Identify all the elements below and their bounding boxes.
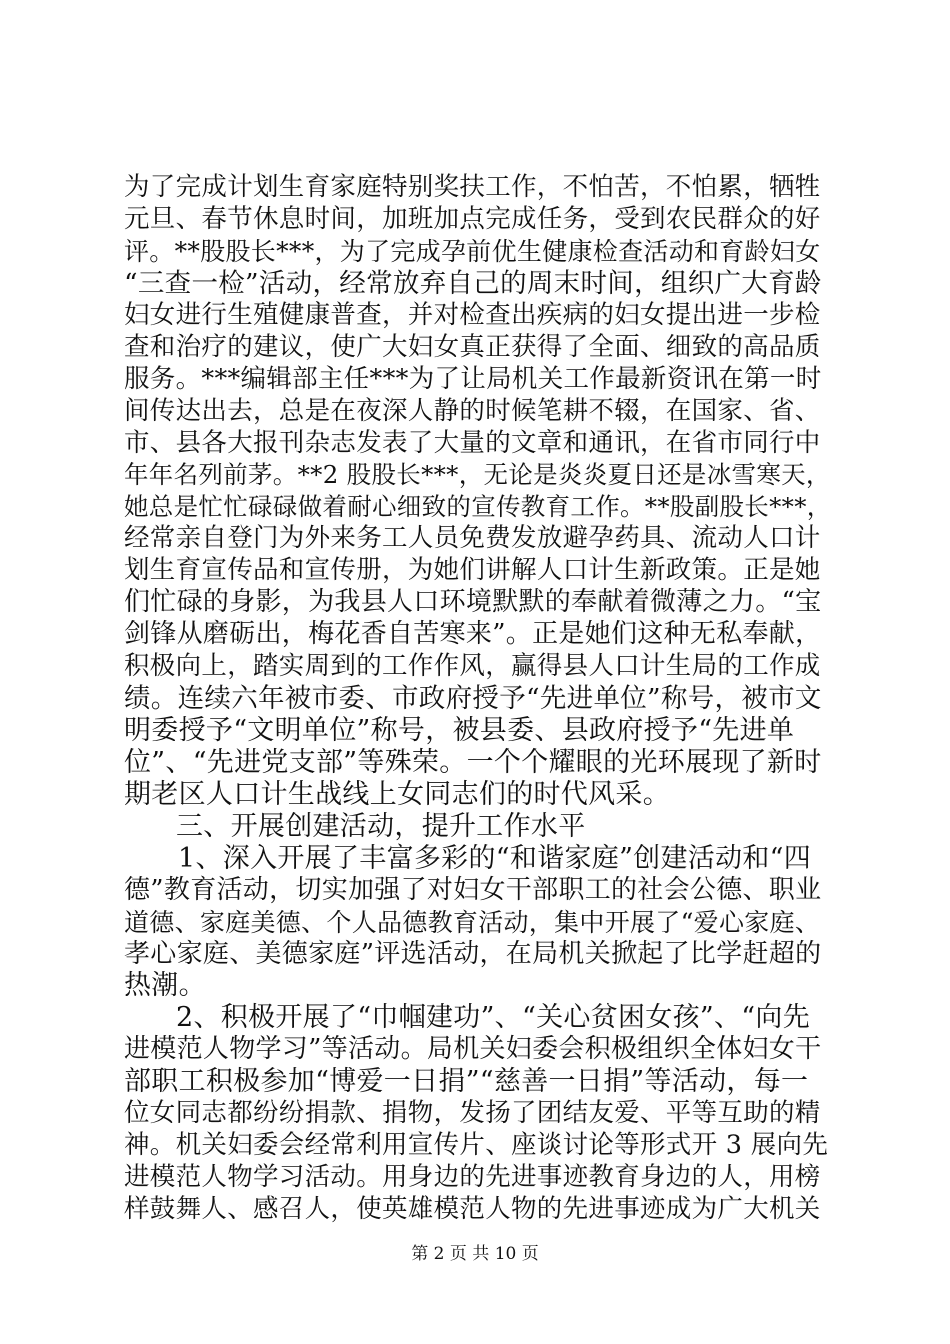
body-line: 划生育宣传品和宣传册，为她们讲解人口计生新政策。正是她	[124, 555, 821, 586]
body-line: 市、县各大报刊杂志发表了大量的文章和通讯，在省市同行中	[124, 427, 821, 458]
body-line: 服务。***编辑部主任***为了让局机关工作最新资讯在第一时	[124, 363, 822, 394]
body-line: 德”教育活动，切实加强了对妇女干部职工的社会公德、职业	[124, 874, 822, 905]
body-line: 为了完成计划生育家庭特别奖扶工作，不怕苦，不怕累，牺牲	[124, 172, 821, 202]
body-line: 评。**股股长***，为了完成孕前优生健康检查活动和育龄妇女	[124, 236, 821, 266]
body-line: 孝心家庭、美德家庭”评选活动，在局机关掀起了比学赶超的	[124, 938, 822, 969]
body-line: 她总是忙忙碌碌做着耐心细致的宣传教育工作。**股副股长***，	[124, 492, 832, 522]
body-line: 年年名列前茅。**2 股股长***，无论是炎炎夏日还是冰雪寒天，	[124, 460, 831, 490]
body-line: 道德、家庭美德、个人品德教育活动，集中开展了“爱心家庭、	[124, 907, 821, 937]
body-line: 绩。连续六年被市委、市政府授予“先进单位”称号，被市文	[124, 683, 822, 715]
section-heading: 三、开展创建活动，提升工作水平	[176, 810, 586, 842]
body-line: 妇女进行生殖健康普查，并对检查出疾病的妇女提出进一步检	[124, 299, 821, 330]
body-line: 位女同志都纷纷捐款、捐物，发扬了团结友爱、平等互助的精	[124, 1098, 821, 1129]
body-line: 热潮。	[124, 970, 206, 1002]
body-line: 元旦、春节休息时间，加班加点完成任务，受到农民群众的好	[124, 203, 821, 234]
body-line: 进模范人物学习活动。用身边的先进事迹教育身边的人，用榜	[124, 1162, 821, 1193]
body-line: 积极向上，踏实周到的工作作风，赢得县人口计生局的工作成	[124, 651, 821, 682]
body-line: 位”、“先进党支部”等殊荣。一个个耀眼的光环展现了新时	[124, 746, 822, 778]
body-line: 明委授予“文明单位”称号，被县委、县政府授予“先进单	[124, 714, 795, 746]
body-line: 剑锋从磨砺出，梅花香自苦寒来”。正是她们这种无私奉献，	[124, 619, 822, 650]
body-line: 神。机关妇委会经常利用宣传片、座谈讨论等形式开 3 展向先	[124, 1130, 829, 1161]
body-line: “三查一检”活动，经常放弃自己的周末时间，组织广大育龄	[124, 267, 822, 299]
body-line: 间传达出去，总是在夜深人静的时候笔耕不辍，在国家、省、	[124, 395, 821, 426]
body-line: 们忙碌的身影，为我县人口环境默默的奉献着微薄之力。“宝	[124, 587, 822, 618]
body-line: 部职工积极参加“博爱一日捐”“慈善一日捐”等活动，每一	[124, 1066, 809, 1098]
page-number-footer: 第 2 页 共 10 页	[411, 1244, 539, 1264]
body-line: 1、深入开展了丰富多彩的“和谐家庭”创建活动和“四	[178, 842, 812, 874]
body-line: 2、积极开展了“巾帼建功”、“关心贫困女孩”、“向先	[176, 1002, 810, 1034]
body-line: 进模范人物学习”等活动。局机关妇委会积极组织全体妇女干	[124, 1034, 822, 1065]
body-line: 期老区人口计生战线上女同志们的时代风采。	[124, 778, 670, 810]
body-line: 经常亲自登门为外来务工人员免费发放避孕药具、流动人口计	[124, 523, 821, 554]
body-line: 样鼓舞人、感召人，使英雄模范人物的先进事迹成为广大机关	[124, 1194, 821, 1225]
body-line: 查和治疗的建议，使广大妇女真正获得了全面、细致的高品质	[124, 331, 821, 362]
